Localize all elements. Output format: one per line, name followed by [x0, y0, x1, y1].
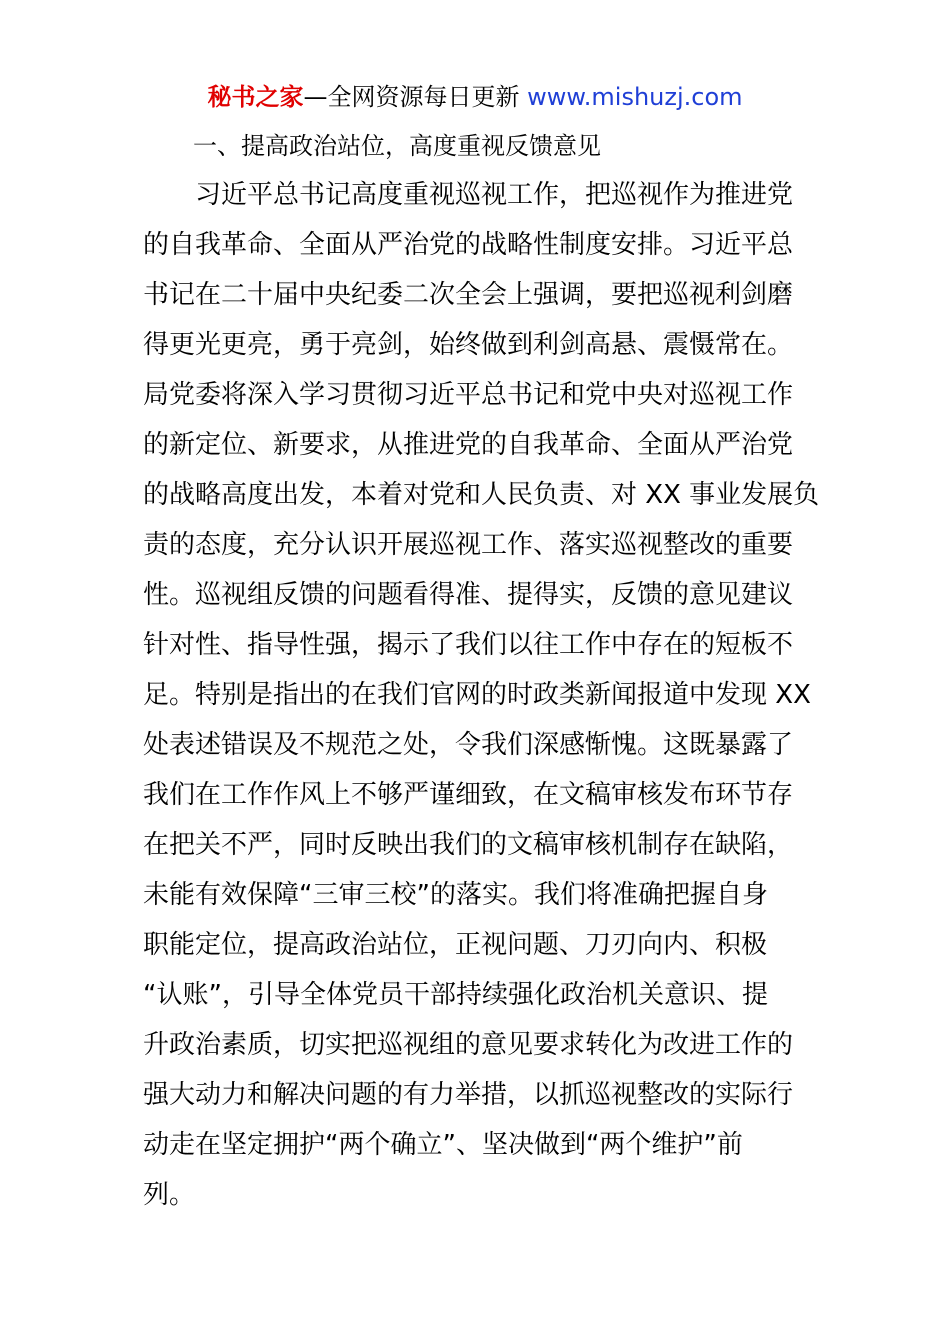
paragraph-line: 性。巡视组反馈的问题看得准、提得实，反馈的意见建议 [143, 580, 794, 610]
site-header [0, 80, 950, 114]
paragraph-line: 动走在坚定拥护“两个确立”、坚决做到“两个维护”前 [143, 1130, 743, 1160]
paragraph-line: 的自我革命、全面从严治党的战略性制度安排。习近平总 [143, 230, 794, 260]
paragraph-line: 职能定位，提高政治站位，正视问题、刀刃向内、积极 [143, 930, 768, 960]
paragraph-line: 列。 [143, 1180, 196, 1210]
paragraph-line: 处表述错误及不规范之处，令我们深感惭愧。这既暴露了 [143, 730, 794, 760]
paragraph-line: 的新定位、新要求，从推进党的自我革命、全面从严治党 [143, 430, 794, 460]
paragraph-line: 得更光更亮，勇于亮剑，始终做到利剑高悬、震慑常在。 [143, 330, 794, 360]
site-url-link[interactable]: www.mishuzj.com [519, 83, 743, 111]
paragraph-line: 强大动力和解决问题的有力举措，以抓巡视整改的实际行 [143, 1080, 794, 1110]
paragraph-line: 习近平总书记高度重视巡视工作，把巡视作为推进党 [143, 180, 794, 210]
paragraph-line: 升政治素质，切实把巡视组的意见要求转化为改进工作的 [143, 1030, 794, 1060]
brand-name: 秘书之家 [207, 83, 304, 111]
paragraph-line: 足。特别是指出的在我们官网的时政类新闻报道中发现 XX [143, 680, 811, 710]
paragraph-line: 局党委将深入学习贯彻习近平总书记和党中央对巡视工作 [143, 380, 794, 410]
paragraph-line: 针对性、指导性强，揭示了我们以往工作中存在的短板不 [143, 630, 794, 660]
paragraph-line: 未能有效保障“三审三校”的落实。我们将准确把握自身 [143, 880, 768, 910]
paragraph-line: 的战略高度出发，本着对党和人民负责、对 XX 事业发展负 [143, 480, 820, 510]
paragraph-line: 责的态度，充分认识开展巡视工作、落实巡视整改的重要 [143, 530, 794, 560]
paragraph-line: “认账”，引导全体党员干部持续强化政治机关意识、提 [143, 980, 768, 1010]
section-heading: 一、提高政治站位，高度重视反馈意见 [193, 132, 601, 160]
header-tagline: —全网资源每日更新 [303, 83, 520, 111]
paragraph-line: 在把关不严，同时反映出我们的文稿审核机制存在缺陷， [143, 830, 794, 860]
paragraph-line: 书记在二十届中央纪委二次全会上强调，要把巡视利剑磨 [143, 280, 794, 310]
body-paragraph [143, 170, 820, 1220]
paragraph-line: 我们在工作作风上不够严谨细致，在文稿审核发布环节存 [143, 780, 794, 810]
